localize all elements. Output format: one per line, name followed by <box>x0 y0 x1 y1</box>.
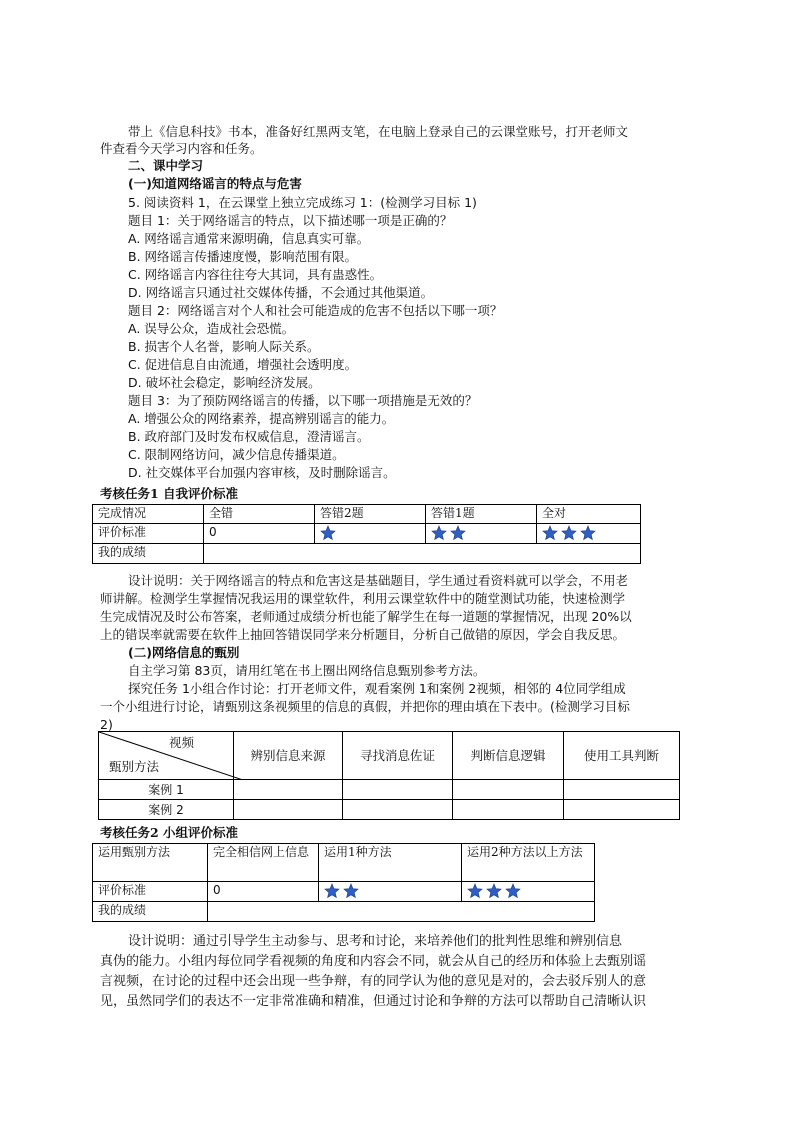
design-note-1: 设计说明：关于网络谣言的特点和危害这是基础题目，学生通过看资料就可以学会，不用老 <box>128 573 629 588</box>
design-note-1: 师讲解。检测学生掌握情况我运用的课堂软件，利用云课堂软件中的随堂测试功能，快速检测学 <box>100 591 626 606</box>
table-cell: 我的成绩 <box>93 902 208 922</box>
table-cell: 答错1题 <box>426 505 537 524</box>
question-2-option: C. 促进信息自由流通，增强社会透明度。 <box>128 357 358 372</box>
corner-bottom-label: 甄别方法 <box>109 759 160 774</box>
explore-text: 2) <box>100 717 113 732</box>
case-table <box>98 731 680 820</box>
answer-cell[interactable] <box>564 800 680 820</box>
question-1-option: C. 网络谣言内容往往夸大其词，具有蛊惑性。 <box>128 267 383 282</box>
question-2-option: D. 破坏社会稳定，影响经济发展。 <box>128 375 321 390</box>
question-1-option: B. 网络谣言传播速度慢，影响范围有限。 <box>128 249 358 264</box>
corner-top-label: 视频 <box>169 735 195 750</box>
star-rating <box>537 524 641 544</box>
star-icon <box>431 525 447 541</box>
star-icon <box>542 525 558 541</box>
star-icon <box>486 883 502 899</box>
explore-text: 探究任务 1小组合作讨论：打开老师文件，观看案例 1和案例 2视频，相邻的 4位同学组成 <box>128 681 626 696</box>
question-3-option: D. 社交媒体平台加强内容审核，及时删除谣言。 <box>128 465 396 480</box>
task-2-table <box>92 843 595 922</box>
task-2-title: 考核任务2 小组评价标准 <box>100 825 239 840</box>
design-note-2: 设计说明：通过引导学生主动参与、思考和讨论，来培养他们的批判性思维和辨别信息 <box>128 934 623 949</box>
star-rating <box>315 524 426 544</box>
design-note-2: 言视频，在讨论的过程中还会出现一些争辩，有的同学认为他的意见是对的，会去驳斥别人的意 <box>100 974 647 989</box>
question-2-title: 题目 2：网络谣言对个人和社会可能造成的危害不包括以下哪一项？ <box>128 303 503 318</box>
star-rating <box>319 882 462 902</box>
task-1-title: 考核任务1 自我评价标准 <box>100 486 239 501</box>
my-score-input[interactable] <box>204 544 641 564</box>
table-cell: 0 <box>204 524 315 544</box>
answer-cell[interactable] <box>564 780 680 800</box>
subsection-title-2: (二)网络信息的甄别 <box>128 645 240 660</box>
answer-cell[interactable] <box>453 800 564 820</box>
question-3-option: A. 增强公众的网络素养，提高辨别谣言的能力。 <box>128 411 395 426</box>
star-rating <box>426 524 537 544</box>
table-cell: 完成情况 <box>93 505 204 524</box>
question-3-option: B. 政府部门及时发布权威信息，澄清谣言。 <box>128 429 370 444</box>
table-cell: 答错2题 <box>315 505 426 524</box>
design-note-1: 生完成情况及时公布答案，老师通过成绩分析也能了解学生在每一道题的掌握情况，出现 20%以 <box>100 609 632 624</box>
intro-line-2: 件查看今天学习内容和任务。 <box>100 141 263 156</box>
row-label: 案例 1 <box>99 780 234 800</box>
answer-cell[interactable] <box>234 800 343 820</box>
column-header: 辨别信息来源 <box>234 732 343 780</box>
column-header: 使用工具判断 <box>564 732 680 780</box>
star-icon <box>505 883 521 899</box>
star-icon <box>580 525 596 541</box>
star-rating <box>462 882 595 902</box>
answer-cell[interactable] <box>453 780 564 800</box>
corner-cell <box>99 732 234 780</box>
star-icon <box>450 525 466 541</box>
table-cell: 评价标准 <box>93 524 204 544</box>
star-icon <box>324 883 340 899</box>
question-2-option: B. 损害个人名誉，影响人际关系。 <box>128 339 320 354</box>
star-icon <box>320 525 336 541</box>
table-cell: 运用1种方法 <box>319 844 462 882</box>
table-cell: 运用甄别方法 <box>93 844 208 882</box>
task-1-table <box>92 504 641 564</box>
answer-cell[interactable] <box>343 800 453 820</box>
table-cell: 全对 <box>537 505 641 524</box>
answer-cell[interactable] <box>234 780 343 800</box>
star-icon <box>561 525 577 541</box>
self-study-text: 自主学习第 83页，请用红笔在书上圈出网络信息甄别参考方法。 <box>128 663 486 678</box>
table-cell: 完全相信网上信息 <box>208 844 319 882</box>
table-cell: 我的成绩 <box>93 544 204 564</box>
star-icon <box>467 883 483 899</box>
intro-line-1: 带上《信息科技》书本，准备好红黑两支笔，在电脑上登录自己的云课堂账号，打开老师文 <box>128 124 629 139</box>
design-note-1: 上的错误率就需要在软件上抽回答错误同学来分析题目，分析自己做错的原因，学会自我反思。 <box>100 627 626 642</box>
star-icon <box>343 883 359 899</box>
column-header: 判断信息逻辑 <box>453 732 564 780</box>
column-header: 寻找消息佐证 <box>343 732 453 780</box>
section-title: 二、课中学习 <box>128 158 204 173</box>
explore-text: 一个小组进行讨论，请甄别这条视频里的信息的真假，并把你的理由填在下表中。(检测学习目标 <box>100 699 630 714</box>
answer-cell[interactable] <box>343 780 453 800</box>
table-cell: 0 <box>208 882 319 902</box>
item-5: 5. 阅读资料 1，在云课堂上独立完成练习 1：(检测学习目标 1) <box>128 195 477 210</box>
design-note-2: 真伪的能力。小组内每位同学看视频的角度和内容会不同，就会从自己的经历和体验上去甄别谣 <box>100 954 647 969</box>
question-1-option: D. 网络谣言只通过社交媒体传播，不会通过其他渠道。 <box>128 285 434 300</box>
my-score-input[interactable] <box>208 902 595 922</box>
table-cell: 运用2种方法以上方法 <box>462 844 595 882</box>
question-2-option: A. 误导公众，造成社会恐慌。 <box>128 321 295 336</box>
table-cell: 评价标准 <box>93 882 208 902</box>
design-note-2: 见，虽然同学们的表达不一定非常准确和精准，但通过讨论和争辩的方法可以帮助自己清晰认识 <box>100 994 647 1009</box>
question-1-title: 题目 1：关于网络谣言的特点，以下描述哪一项是正确的？ <box>128 213 453 228</box>
subsection-title-1: (一)知道网络谣言的特点与危害 <box>128 176 302 191</box>
question-3-title: 题目 3：为了预防网络谣言的传播，以下哪一项措施是无效的？ <box>128 393 478 408</box>
question-3-option: C. 限制网络访问，减少信息传播渠道。 <box>128 447 345 462</box>
table-cell: 全错 <box>204 505 315 524</box>
question-1-option: A. 网络谣言通常来源明确，信息真实可靠。 <box>128 231 370 246</box>
row-label: 案例 2 <box>99 800 234 820</box>
